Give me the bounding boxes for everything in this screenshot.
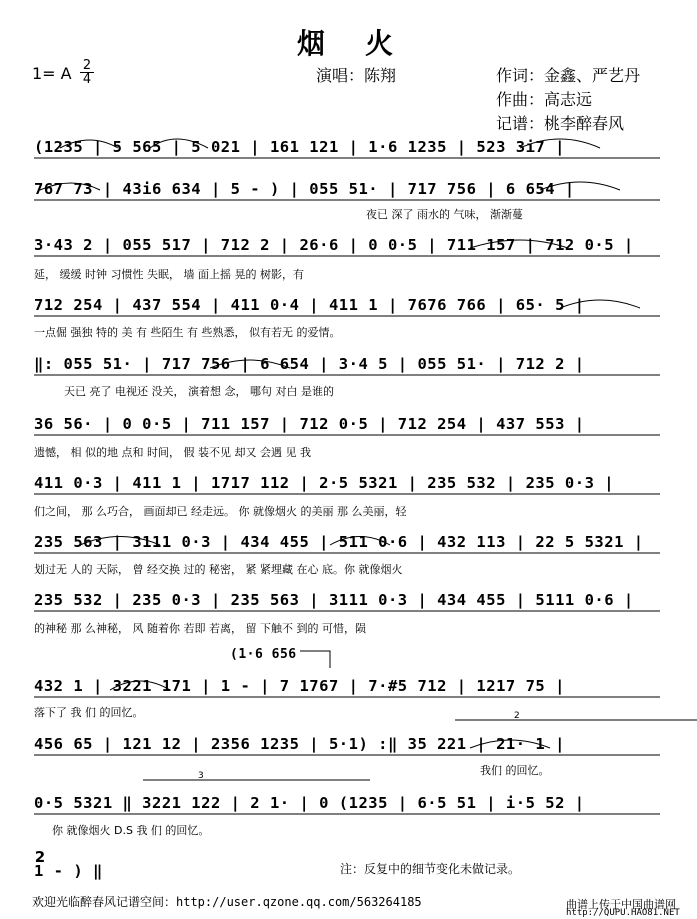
slur-8 [210, 360, 290, 368]
final-upper-note: 2 [34, 848, 46, 866]
notation-row-2: 767 73 | 43i6 634 | 5 - ) | 055 51· | 717 756 | 6 654 | [34, 180, 575, 198]
song-title: 烟火 [297, 27, 434, 60]
notation-row-3: 3·43 2 | 055 517 | 712 2 | 26·6 | 0 0·5 | 711 157 | 712 0·5 | [34, 236, 634, 254]
lyric-row-4: 一点倔 强独 特的 美 有 些陌生 有 些熟悉， 似有若无 的爱情。 [34, 326, 341, 339]
volta-2-label: 2 [514, 711, 520, 721]
lyric-row-8: 划过无 人的 天际， 曾 经交换 过的 秘密， 紧 紧埋藏 在心 底。你 就像烟火 [34, 563, 403, 576]
lyric-row-10: 落下了 我 们 的回忆。 [34, 706, 144, 719]
singer: 演唱：陈翔 [316, 66, 397, 85]
footer-right-bottom: http://QUPU.HAO81.NET [566, 908, 680, 918]
triplet-label: 3 [198, 771, 204, 781]
notation-row-7: 411 0·3 | 411 1 | 1717 112 | 2·5 5321 | 235 532 | 235 0·3 | [34, 474, 615, 492]
time-signature-bottom: 4 [80, 72, 94, 86]
lyric-row-7: 们之间， 那 么巧合， 画面却已 经走远。 你 就像烟火 的美丽 那 么美丽，轻 [34, 505, 407, 518]
footer-left: 欢迎光临醉春风记谱空间：http://user.qzone.qq.com/563264185 [32, 895, 422, 909]
notation-row-1: (1235 | 5 565 | 5 021 | 161 121 | 1·6 1235 | 523 3i7 | [34, 138, 565, 156]
lyricist: 作词：金鑫、严艺丹 [496, 66, 641, 85]
slur-5 [540, 182, 620, 190]
upper-line-notes: (1·6 656 [230, 647, 297, 662]
notation-row-4: 712 254 | 437 554 | 411 0·4 | 411 1 | 7676 766 | 65· 5 | [34, 296, 585, 314]
notation-row-12: 0·5 5321 ‖ 3221 122 | 2 1· | 0 (1235 | 6·5 51 | i·5 52 | [34, 794, 585, 812]
lyric-row-5: 天已 亮了 电视还 没关， 演着想 念， 哪句 对白 是谁的 [64, 385, 334, 398]
slur-6 [470, 240, 568, 248]
time-signature-top: 2 [82, 58, 92, 73]
notation-row-13: 1 - ) ‖ [34, 862, 103, 880]
notation-row-8: 235 563 | 3111 0·3 | 434 455 | 511 0·6 | 432 113 | 22 5 5321 | [34, 533, 644, 551]
slur-4 [40, 183, 100, 190]
slur-1 [60, 140, 118, 148]
slur-12 [470, 740, 550, 748]
lyric-row-11: 我们 的回忆。 [480, 764, 550, 777]
lyric-row-9: 的神秘 那 么神秘， 风 随着你 若即 若离， 留 下触不 到的 可惜，陨 [34, 622, 366, 635]
slur-3 [520, 139, 600, 148]
notation-row-5: ‖: 055 51· | 717 756 | 6 654 | 3·4 5 | 055 51· | 712 2 | [34, 355, 585, 373]
composer: 作曲：高志远 [496, 90, 593, 109]
notation-row-6: 36 56· | 0 0·5 | 711 157 | 712 0·5 | 712 254 | 437 553 | [34, 415, 585, 433]
lyric-row-12: 你 就像烟火 D.S 我 们 的回忆。 [52, 824, 210, 837]
notation-row-9: 235 532 | 235 0·3 | 235 563 | 3111 0·3 | 434 455 | 5111 0·6 | [34, 591, 634, 609]
transcription-note: 注：反复中的细节变化未做记录。 [340, 862, 521, 876]
lyric-row-6: 遗憾， 相 似的地 点和 时间， 假 装不见 却又 会遇 见 我 [34, 446, 311, 459]
notation-row-10: 432 1 | 3221 171 | 1 - | 7 1767 | 7·#5 712 | 1217 75 | [34, 677, 565, 695]
slur-2 [150, 139, 208, 148]
slur-7 [560, 300, 640, 308]
slur-9 [80, 537, 160, 546]
slur-10 [330, 537, 390, 546]
footer-right-top: 曲谱上传于中国曲谱网 [566, 898, 676, 911]
slur-11 [110, 681, 170, 690]
key-signature: 1= A [32, 64, 72, 83]
transcriber: 记谱：桃李醉春风 [496, 114, 625, 133]
upper-line-bracket [300, 651, 330, 668]
lyric-row-2: 夜已 深了 雨水的 气味， 渐渐蔓 [366, 208, 523, 221]
lyric-row-3: 延， 缓缓 时钟 习惯性 失眠， 墙 面上摇 晃的 树影，有 [34, 268, 304, 281]
notation-row-11: 456 65 | 121 12 | 2356 1235 | 5·1) :‖ 35 221 | 21· 1 | [34, 735, 565, 753]
